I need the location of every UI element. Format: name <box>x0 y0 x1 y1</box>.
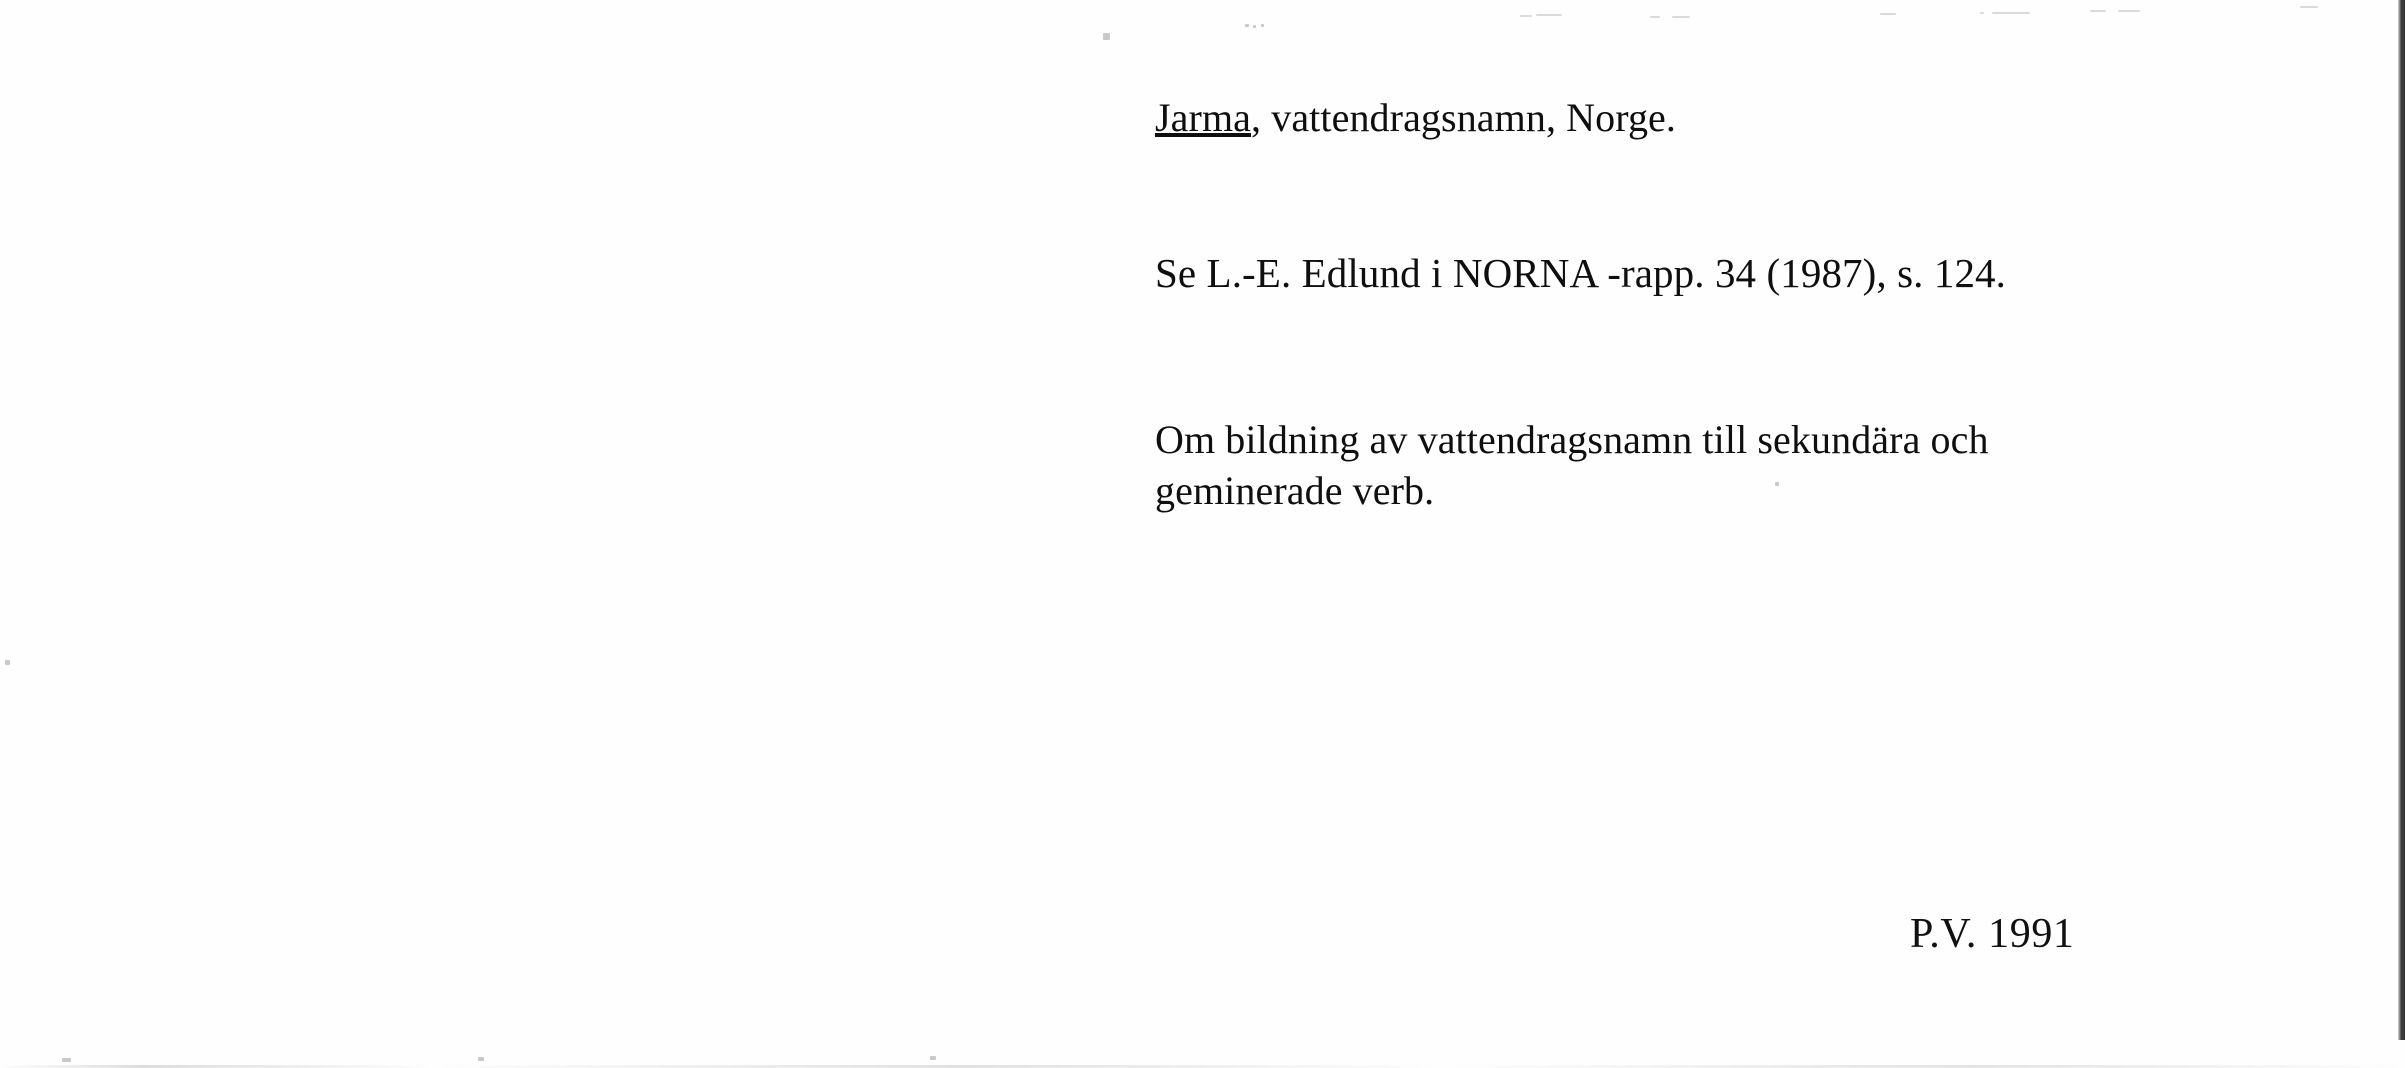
scan-speck <box>1261 24 1264 27</box>
headword: Jarma <box>1155 95 1252 140</box>
card-text-block <box>1155 92 2275 516</box>
signature-line: P.V. 1991 <box>1910 911 2075 957</box>
note-line-2: geminerade verb. <box>1155 467 1435 513</box>
note-block <box>1155 414 2275 516</box>
scan-smudge <box>1980 12 1984 14</box>
scan-smudge <box>1536 14 1562 16</box>
headword-line <box>1155 92 2275 143</box>
scan-speck <box>5 660 10 665</box>
scan-right-edge <box>2398 0 2405 1040</box>
scan-speck <box>62 1058 71 1062</box>
reference-line: Se L.-E. Edlund i NORNA -rapp. 34 (1987), s. 124. <box>1155 250 2007 297</box>
scan-speck <box>478 1057 484 1061</box>
scan-smudge <box>1650 16 1660 18</box>
scan-speck <box>1245 24 1249 27</box>
scan-smudge <box>1880 13 1896 15</box>
scan-speck <box>930 1056 936 1060</box>
scan-speck <box>1103 33 1110 40</box>
scan-smudge <box>1520 15 1532 17</box>
scan-speck <box>1253 25 1256 28</box>
scan-smudge <box>1672 16 1690 18</box>
headword-gloss: , vattendragsnamn, Norge. <box>1251 95 1676 140</box>
note-line-1: Om bildning av vattendragsnamn till sekundära och <box>1155 416 1989 462</box>
scan-smudge <box>2090 10 2106 12</box>
scan-smudge <box>2300 6 2318 8</box>
scan-smudge <box>2118 10 2140 12</box>
scan-smudge <box>1992 12 2030 14</box>
